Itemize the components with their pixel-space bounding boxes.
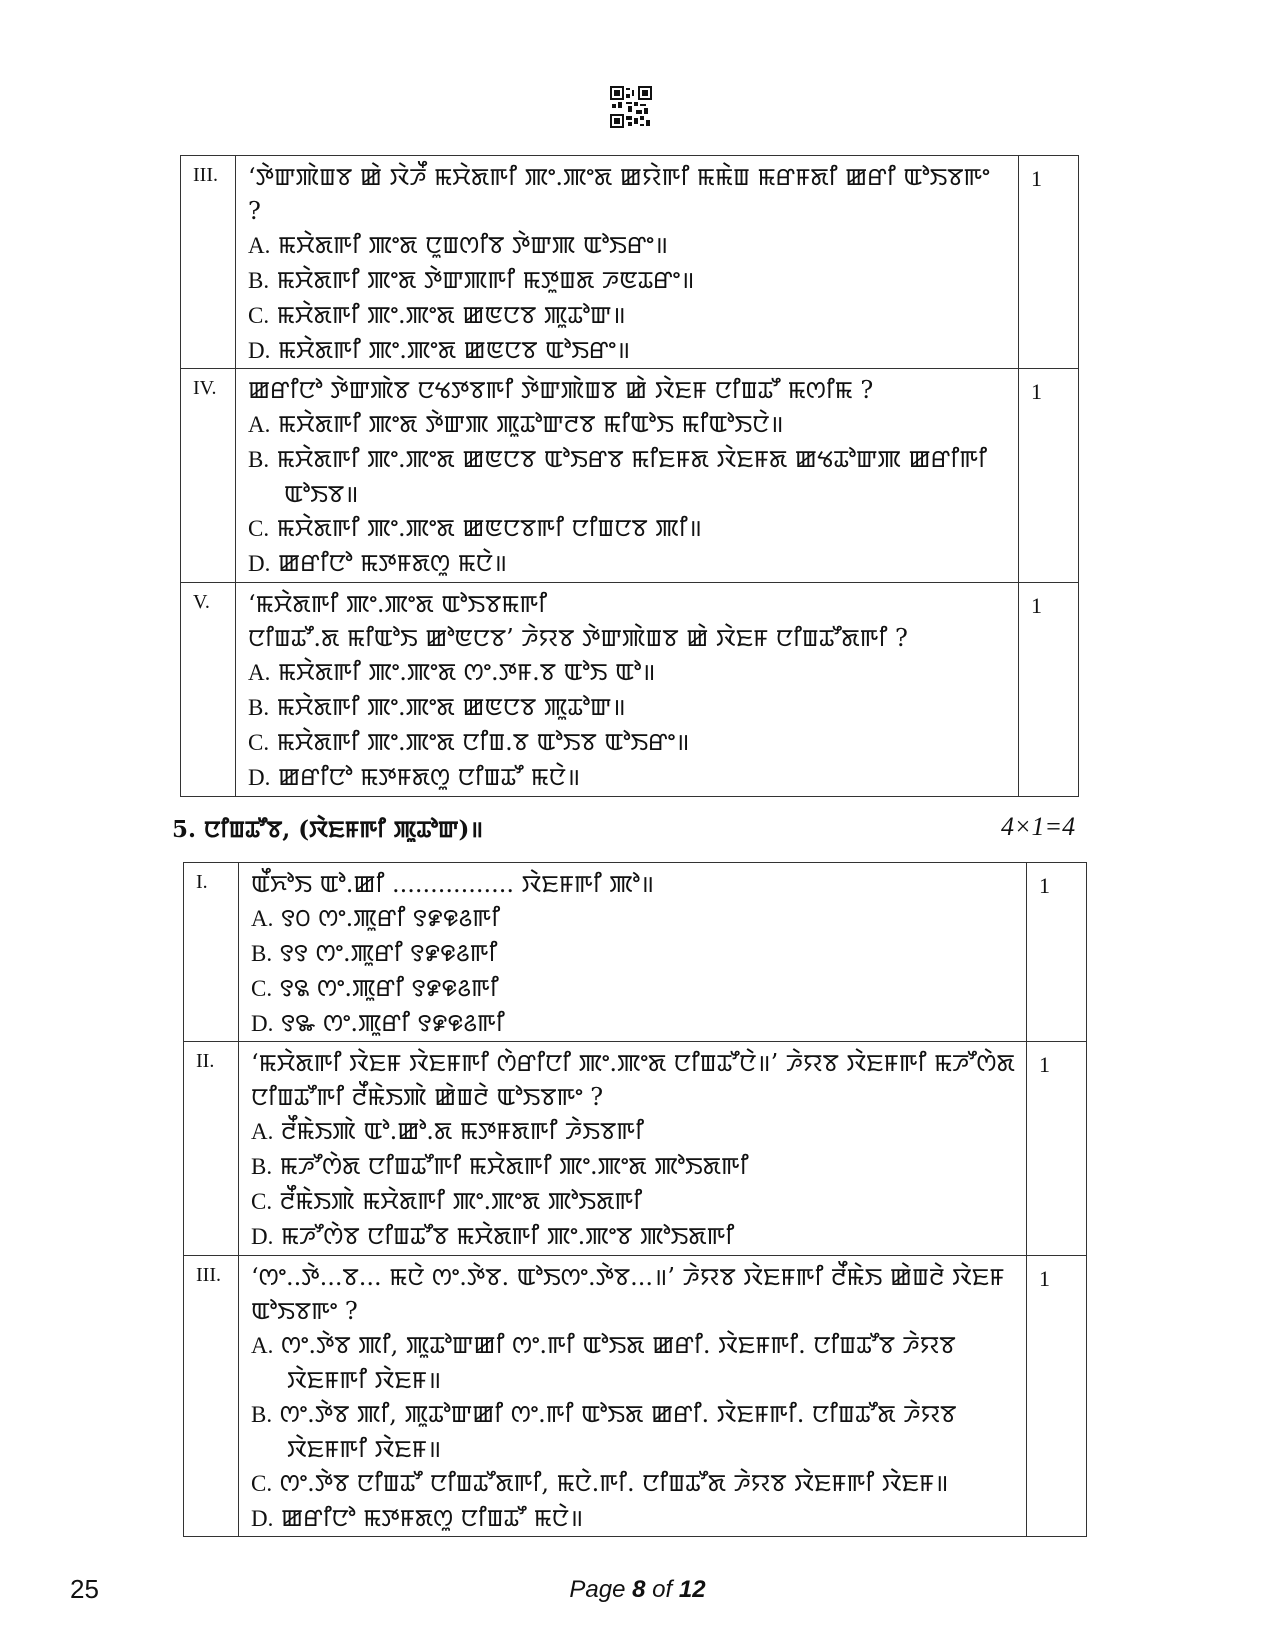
- option-letter: A.: [248, 660, 271, 685]
- option-a: [251, 901, 1016, 936]
- question-number: III.: [181, 156, 236, 369]
- option-d: [248, 546, 1008, 581]
- option-letter: B.: [251, 941, 273, 966]
- option-letter: A.: [251, 906, 274, 931]
- option-c: [248, 725, 1008, 760]
- option-text: ꯃꯆꯥꯗꯒꯤ ꯄꯦꯗ ꯇꯥꯛꯄ ꯄꯨꯊꯣꯛꯂꯕ ꯃꯤꯑꯣꯏ ꯃꯤꯑꯣꯏꯅꯥ॥: [278, 410, 784, 438]
- question-stem: ‘ꯃꯆꯥꯗꯒꯤ ꯋꯥꯐꯝ ꯋꯥꯐꯝꯒꯤ ꯁꯥꯔꯤꯅꯤ ꯄꯦ.ꯄꯦꯗ ꯅꯤꯡꯊꯧꯅꯥ॥’ ꯍꯥꯌꯕ ꯋꯥꯐꯝꯒꯤ ꯃꯍꯧꯁꯥꯗ ꯅꯤꯡꯊꯧꯒꯤ ꯂꯩꯃꯥꯏꯄꯥ ꯀꯥꯡꯂꯥ ꯑꯣꯏꯕꯒꯦ ?: [251, 1049, 1015, 1111]
- question-stem: ꯀꯔꯤꯅꯣ ꯇꯥꯛꯄꯥꯕ ꯅꯠꯇꯕꯒꯤ ꯇꯥꯛꯄꯥꯡꯕ ꯀꯥ ꯋꯥꯐꯝ ꯅꯤꯡꯊꯧ ꯃꯁꯤꯃ ?: [248, 376, 874, 404]
- option-a: [248, 655, 1008, 690]
- option-text: ꯃꯆꯥꯗꯒꯤ ꯄꯦ.ꯄꯦꯗ ꯅꯤꯡ.ꯕ ꯑꯣꯏꯕ ꯑꯣꯏꯔꯦ॥: [276, 728, 690, 756]
- option-letter: D.: [251, 1224, 274, 1249]
- option-d: [251, 1006, 1016, 1041]
- page-of: of: [645, 1576, 679, 1603]
- section-marks: 4×1=4: [1001, 812, 1076, 841]
- question-marks: 1: [1027, 1256, 1087, 1537]
- table-row: [184, 1042, 1087, 1256]
- qr-code-icon: [610, 86, 652, 128]
- option-letter: C.: [251, 1189, 273, 1214]
- table-row: [184, 1256, 1087, 1537]
- option-text: ꯃꯆꯥꯗꯒꯤ ꯄꯦ.ꯄꯦꯗ ꯀꯟꯅꯕꯒꯤ ꯅꯤꯡꯅꯕ ꯄꯤ॥: [276, 514, 702, 542]
- option-text: ꯱꯳ ꯁꯦ.ꯄꯨꯔꯤ ꯱꯹꯶꯴ꯒꯤ: [281, 1009, 505, 1037]
- option-text: ꯁꯦ.ꯇꯥꯕ ꯅꯤꯡꯊꯧ ꯅꯤꯡꯊꯧꯗꯒꯤ, ꯃꯅꯥ.ꯒꯤ. ꯅꯤꯡꯊꯧꯗ ꯍꯥꯌꯕ ꯋꯥꯐꯝꯒꯤ ꯋꯥꯐꯝ॥: [279, 1469, 949, 1497]
- option-c: [251, 971, 1016, 1006]
- question-body: [236, 369, 1019, 583]
- option-b: [248, 263, 1008, 298]
- option-letter: B.: [251, 1154, 273, 1179]
- question-number: IV.: [181, 369, 236, 583]
- option-letter: C.: [251, 1471, 273, 1496]
- option-letter: A.: [251, 1333, 274, 1358]
- question-body: [239, 1256, 1027, 1537]
- question-number: V.: [181, 583, 236, 797]
- option-d: [248, 333, 1008, 368]
- question-marks: 1: [1019, 583, 1079, 797]
- option-d: [248, 760, 1008, 795]
- question-stem: ‘ꯇꯥꯛꯄꯥꯡꯕ ꯀꯥ ꯋꯥꯍꯩ ꯃꯆꯥꯗꯒꯤ ꯄꯦ.ꯄꯦꯗ ꯀꯌꯥꯒꯤ ꯃꯃꯥꯡ ꯃꯔꯝꯗꯤ ꯀꯔꯤ ꯑꯣꯏꯕꯒꯦ ?: [248, 163, 990, 225]
- option-text: ꯱꯲ ꯁꯦ.ꯄꯨꯔꯤ ꯱꯹꯶꯴ꯒꯤ: [279, 974, 499, 1002]
- option-text: ꯃꯆꯥꯗꯒꯤ ꯄꯦꯗ ꯅꯨꯡꯁꯤꯕ ꯇꯥꯛꯄ ꯑꯣꯏꯔꯦ॥: [278, 231, 669, 259]
- option-letter: D.: [248, 765, 271, 790]
- page-prefix: Page: [569, 1576, 633, 1603]
- option-d: [251, 1219, 1016, 1254]
- option-c: [251, 1466, 1016, 1501]
- option-text: ꯱꯱ ꯁꯦ.ꯄꯨꯔꯤ ꯱꯹꯶꯴ꯒꯤ: [279, 939, 498, 967]
- option-b: [251, 1397, 1016, 1466]
- option-letter: D.: [248, 338, 271, 363]
- option-text: ꯂꯩꯃꯥꯏꯄꯥ ꯃꯆꯥꯗꯒꯤ ꯄꯦ.ꯄꯦꯗ ꯄꯣꯏꯗꯒꯤ: [279, 1187, 643, 1215]
- question-stem: ‘ꯁꯦ..ꯇꯥ...ꯕ... ꯃꯅꯥ ꯁꯦ.ꯇꯥꯕ. ꯑꯣꯏꯁꯦ.ꯇꯥꯕ...॥’ ꯍꯥꯌꯕ ꯋꯥꯐꯝꯒꯤ ꯂꯩꯃꯥꯏ ꯀꯥꯡꯂꯥ ꯋꯥꯐꯝ ꯑꯣꯏꯕꯒꯦ ?: [251, 1263, 1005, 1325]
- question-body: [239, 1042, 1027, 1256]
- question-body: [236, 156, 1019, 369]
- question-marks: 1: [1027, 863, 1087, 1042]
- option-letter: D.: [251, 1506, 274, 1531]
- option-c: [248, 298, 1008, 333]
- question-body: [236, 583, 1019, 797]
- option-b: [248, 690, 1008, 725]
- question-marks: 1: [1027, 1042, 1087, 1256]
- option-text: ꯁꯦ.ꯇꯥꯕ ꯄꯤ, ꯄꯨꯊꯣꯛꯀꯤ ꯁꯦ.ꯒꯤ ꯑꯣꯏꯗ ꯀꯔꯤ. ꯋꯥꯐꯝꯒꯤ. ꯅꯤꯡꯊꯧꯗ ꯍꯥꯌꯕ ꯋꯥꯐꯝꯒꯤ ꯋꯥꯐꯝ॥: [279, 1400, 957, 1463]
- option-letter: A.: [248, 233, 271, 258]
- table-row: [181, 156, 1079, 369]
- option-letter: C.: [248, 730, 270, 755]
- option-text: ꯱꯰ ꯁꯦ.ꯄꯨꯔꯤ ꯱꯹꯶꯴ꯒꯤ: [281, 904, 501, 932]
- page-current: 8: [632, 1576, 646, 1603]
- question-stem: ‘ꯃꯆꯥꯗꯒꯤ ꯄꯦ.ꯄꯦꯗ ꯑꯣꯏꯕꯃꯒꯤ: [248, 590, 548, 618]
- option-text: ꯃꯍꯧꯁꯥꯗ ꯅꯤꯡꯊꯧꯒꯤ ꯃꯆꯥꯗꯒꯤ ꯄꯦ.ꯄꯦꯗ ꯄꯣꯏꯗꯒꯤ: [279, 1152, 749, 1180]
- section-heading: 5. ꯅꯤꯡꯊꯧꯕ, (ꯋꯥꯐꯝꯒꯤ ꯄꯨꯊꯣꯛ)॥: [172, 816, 484, 843]
- question-stem-line-2: ꯅꯤꯡꯊꯧ.ꯗ ꯃꯤꯑꯣꯏ ꯀꯣꯟꯅꯕ’ ꯍꯥꯌꯕ ꯇꯥꯛꯄꯥꯡꯕ ꯀꯥ ꯋꯥꯐꯝ ꯅꯤꯡꯊꯧꯗꯒꯤ ?: [248, 624, 908, 652]
- option-b: [248, 442, 1008, 511]
- option-letter: D.: [248, 551, 271, 576]
- option-letter: C.: [248, 303, 270, 328]
- page-total: 12: [678, 1576, 706, 1603]
- option-text: ꯃꯆꯥꯗꯒꯤ ꯄꯦ.ꯄꯦꯗ ꯀꯟꯅꯕ ꯄꯨꯊꯣꯛ॥: [276, 301, 626, 329]
- option-letter: B.: [248, 695, 270, 720]
- question-body: [239, 863, 1027, 1042]
- option-text: ꯃꯆꯥꯗꯒꯤ ꯄꯦ.ꯄꯦꯗ ꯀꯟꯅꯕ ꯑꯣꯏꯔꯦ॥: [278, 336, 631, 364]
- option-text: ꯃꯆꯥꯗꯒꯤ ꯄꯦ.ꯄꯦꯗ ꯁꯦ.ꯇꯝ.ꯕ ꯑꯣꯏ ꯑꯣ॥: [278, 658, 656, 686]
- option-text: ꯂꯩꯃꯥꯏꯄꯥ ꯑꯣ.ꯀꯣ.ꯗ ꯃꯇꯝꯗꯒꯤ ꯍꯥꯏꯕꯒꯤ: [281, 1117, 644, 1145]
- question-number: I.: [184, 863, 239, 1042]
- option-c: [251, 1184, 1016, 1219]
- page-code: 25: [70, 1574, 99, 1604]
- option-letter: C.: [248, 516, 270, 541]
- option-text: ꯃꯆꯥꯗꯒꯤ ꯄꯦ.ꯄꯦꯗ ꯀꯟꯅꯕ ꯑꯣꯏꯔꯕ ꯃꯤꯐꯝꯗ ꯋꯥꯐꯝꯗ ꯀꯠꯊꯣꯛꯄ ꯀꯔꯤꯒꯤ ꯑꯣꯏꯕ॥: [276, 445, 987, 508]
- option-letter: D.: [251, 1011, 274, 1036]
- table-row: [181, 583, 1079, 797]
- option-d: [251, 1501, 1016, 1536]
- option-a: [251, 1114, 1016, 1149]
- page-indicator: [0, 1576, 1275, 1604]
- option-text: ꯃꯆꯥꯗꯒꯤ ꯄꯦ.ꯄꯦꯗ ꯀꯟꯅꯕ ꯄꯨꯊꯣꯛ॥: [276, 693, 626, 721]
- option-text: ꯃꯆꯥꯗꯒꯤ ꯄꯦꯗ ꯇꯥꯛꯄꯒꯤ ꯃꯇꯨꯡꯗ ꯍꯟꯊꯔꯦ॥: [276, 266, 695, 294]
- question-number: II.: [184, 1042, 239, 1256]
- option-letter: B.: [248, 268, 270, 293]
- option-a: [248, 407, 1008, 442]
- question-marks: 1: [1019, 156, 1079, 369]
- option-b: [251, 936, 1016, 971]
- option-letter: C.: [251, 976, 273, 1001]
- option-text: ꯀꯔꯤꯅꯣ ꯃꯇꯝꯗꯁꯨ ꯃꯅꯥ॥: [278, 549, 508, 577]
- option-letter: B.: [248, 447, 270, 472]
- option-text: ꯀꯔꯤꯅꯣ ꯃꯇꯝꯗꯁꯨ ꯅꯤꯡꯊꯧ ꯃꯅꯥ॥: [278, 763, 581, 791]
- question-table-2: [183, 862, 1087, 1537]
- question-marks: 1: [1019, 369, 1079, 583]
- option-letter: A.: [251, 1119, 274, 1144]
- option-letter: B.: [251, 1402, 273, 1427]
- option-text: ꯁꯦ.ꯇꯥꯕ ꯄꯤ, ꯄꯨꯊꯣꯛꯀꯤ ꯁꯦ.ꯒꯤ ꯑꯣꯏꯗ ꯀꯔꯤ. ꯋꯥꯐꯝꯒꯤ. ꯅꯤꯡꯊꯧꯕ ꯍꯥꯌꯕ ꯋꯥꯐꯝꯒꯤ ꯋꯥꯐꯝ॥: [281, 1331, 956, 1394]
- table-row: [184, 863, 1087, 1042]
- option-text: ꯀꯔꯤꯅꯣ ꯃꯇꯝꯗꯁꯨ ꯅꯤꯡꯊꯧ ꯃꯅꯥ॥: [281, 1504, 584, 1532]
- option-a: [251, 1328, 1016, 1397]
- table-row: [181, 369, 1079, 583]
- option-text: ꯃꯍꯧꯁꯥꯕ ꯅꯤꯡꯊꯧꯕ ꯃꯆꯥꯗꯒꯤ ꯄꯦ.ꯄꯦꯕ ꯄꯣꯏꯗꯒꯤ: [281, 1222, 735, 1250]
- option-a: [248, 228, 1008, 263]
- option-letter: A.: [248, 412, 271, 437]
- option-c: [248, 511, 1008, 546]
- option-b: [251, 1149, 1016, 1184]
- question-table-1: [180, 155, 1079, 797]
- question-stem: ꯑꯩꯈꯣꯏ ꯑꯣ.ꯀꯤ ................ ꯋꯥꯐꯝꯒꯤ ꯄꯣ॥: [251, 870, 655, 898]
- question-number: III.: [184, 1256, 239, 1537]
